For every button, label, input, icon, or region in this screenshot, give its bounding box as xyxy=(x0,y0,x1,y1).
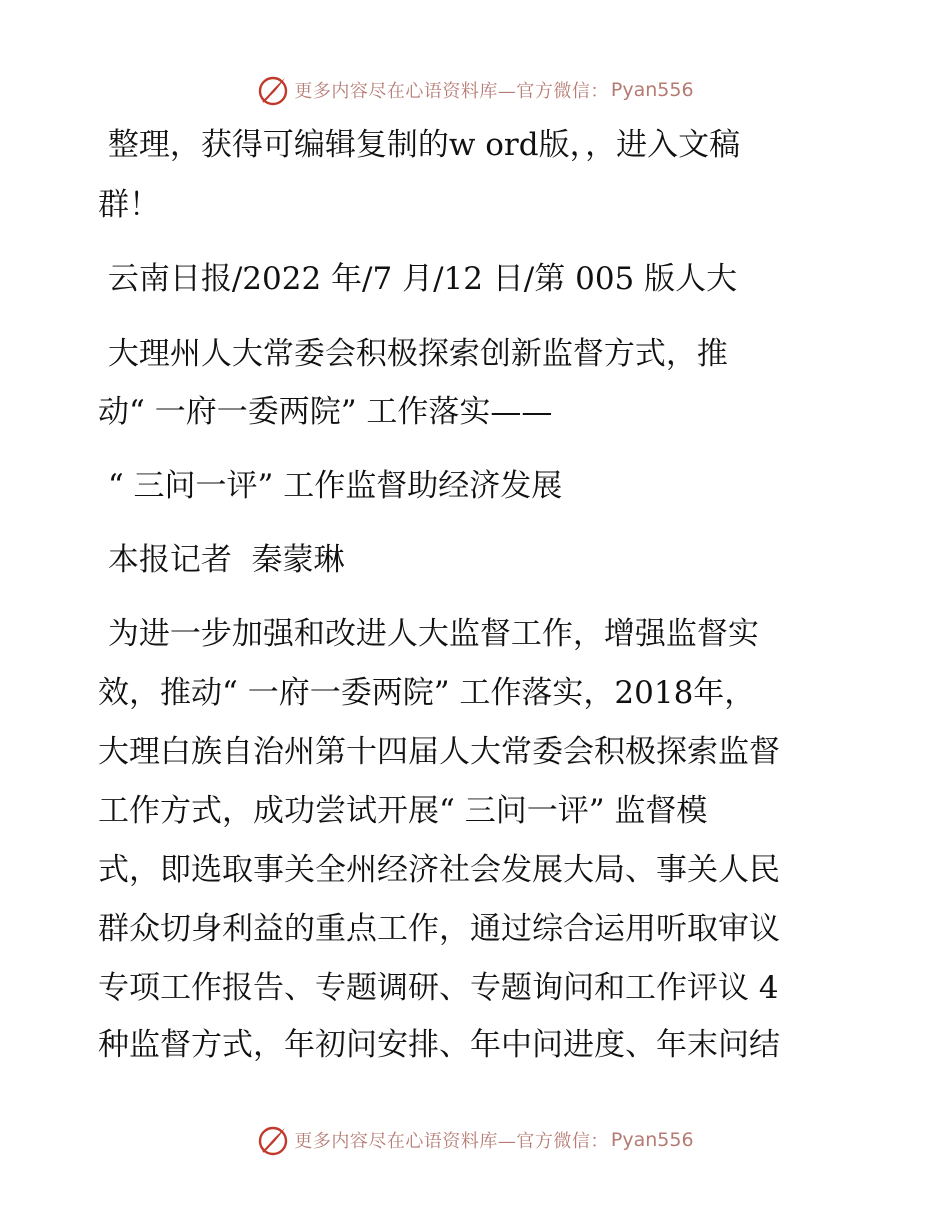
text-line: 群！ xyxy=(98,187,160,223)
body-line: 种监督方式，年初问安排、年中问进度、年末问结 xyxy=(98,1027,780,1063)
body-line: 效，推动“ 一府一委两院” 工作落实，2018年， xyxy=(98,675,756,711)
byline: 本报记者 秦蒙琳 xyxy=(98,542,345,578)
body-line: 群众切身利益的重点工作，通过综合运用听取审议 xyxy=(98,911,780,947)
body-line: 为进一步加强和改进人大监督工作，增强监督实 xyxy=(98,616,759,652)
document-source: 云南日报/2022 年/7 月/12 日/第 005 版人大 xyxy=(98,261,738,297)
quill-logo-icon xyxy=(256,73,290,107)
text-line: 整理，获得可编辑复制的w ord版，，进入文稿 xyxy=(98,127,741,163)
wechat-id: Pyan556 xyxy=(610,79,694,101)
headline-line: 动“ 一府一委两院” 工作落实—— xyxy=(98,394,553,430)
body-line: 专项工作报告、专题调研、专题询问和工作评议 4 xyxy=(98,970,779,1006)
banner-text: 更多内容尽在心语资料库—官方微信： xyxy=(294,81,609,102)
body-line: 大理白族自治州第十四届人大常委会积极探索监督 xyxy=(98,734,780,770)
headline-line: 大理州人大常委会积极探索创新监督方式，推 xyxy=(98,336,728,372)
footer-banner xyxy=(0,1120,950,1160)
subheadline: “ 三问一评” 工作监督助经济发展 xyxy=(98,468,563,504)
quill-logo-icon xyxy=(256,1123,290,1157)
header-banner xyxy=(0,70,950,110)
body-line: 工作方式，成功尝试开展“ 三问一评” 监督模 xyxy=(98,793,708,829)
banner-text: 更多内容尽在心语资料库—官方微信： xyxy=(294,1131,609,1152)
body-line: 式，即选取事关全州经济社会发展大局、事关人民 xyxy=(98,852,780,888)
wechat-id: Pyan556 xyxy=(610,1129,694,1151)
